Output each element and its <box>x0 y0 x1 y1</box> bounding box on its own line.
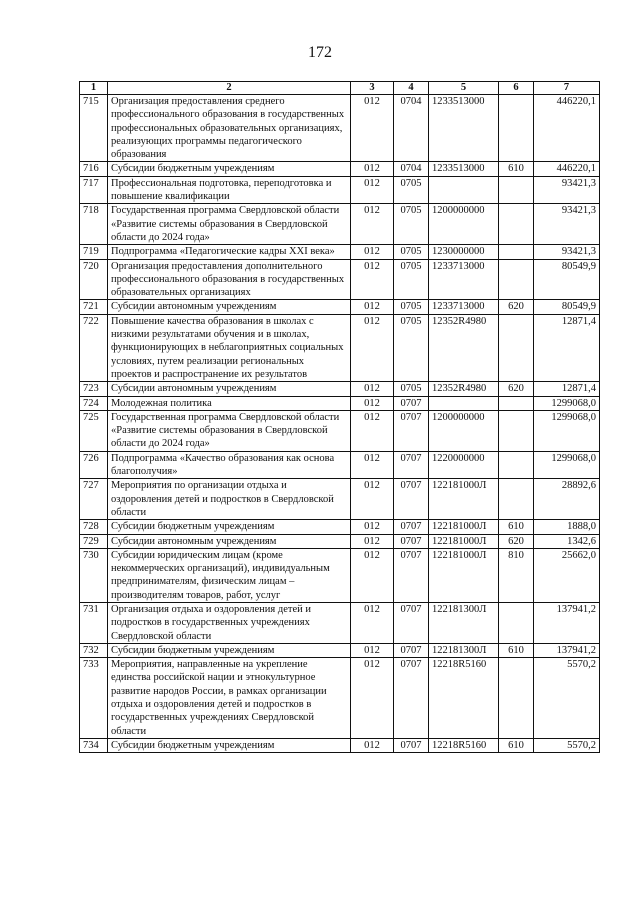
row-sum: 446220,1 <box>534 95 600 162</box>
row-section-code: 0707 <box>394 534 429 548</box>
row-name: Субсидии автономным учреждениям <box>108 300 351 314</box>
row-expense-type <box>499 245 534 259</box>
row-sum: 93421,3 <box>534 204 600 245</box>
row-name: Субсидии бюджетным учреждениям <box>108 520 351 534</box>
row-sum: 93421,3 <box>534 176 600 204</box>
row-admin-code: 012 <box>351 259 394 300</box>
row-number: 722 <box>80 314 108 381</box>
row-name: Организация предоставления дополнительного профессионального образования в государственных образовательных организациях <box>108 259 351 300</box>
row-expense-type <box>499 658 534 739</box>
row-admin-code: 012 <box>351 643 394 657</box>
row-number: 727 <box>80 479 108 520</box>
row-name: Подпрограмма «Педагогические кадры XXI века» <box>108 245 351 259</box>
budget-table <box>79 81 600 753</box>
row-section-code: 0705 <box>394 176 429 204</box>
row-admin-code: 012 <box>351 396 394 410</box>
row-expense-type: 610 <box>499 738 534 752</box>
table-row <box>80 534 600 548</box>
row-expense-type <box>499 204 534 245</box>
row-name: Мероприятия, направленные на укрепление единства российской нации и этнокультурное развитие народов России, в рамках организации отдыха и оздоровления детей и подростков в государственных учреждениях Свердловской области <box>108 658 351 739</box>
row-name: Субсидии юридическим лицам (кроме некоммерческих организаций), индивидуальным предпринимателям, физическим лицам – производителям товаров, работ, услуг <box>108 548 351 602</box>
row-target-code: 122181000Л <box>429 548 499 602</box>
row-target-code: 122181000Л <box>429 520 499 534</box>
row-expense-type <box>499 259 534 300</box>
row-target-code: 1230000000 <box>429 245 499 259</box>
row-sum: 25662,0 <box>534 548 600 602</box>
row-name: Субсидии автономным учреждениям <box>108 382 351 396</box>
row-number: 721 <box>80 300 108 314</box>
row-expense-type <box>499 396 534 410</box>
row-expense-type: 610 <box>499 162 534 176</box>
row-target-code: 122181300Л <box>429 602 499 643</box>
row-admin-code: 012 <box>351 410 394 451</box>
row-number: 716 <box>80 162 108 176</box>
row-sum: 137941,2 <box>534 602 600 643</box>
row-sum: 1888,0 <box>534 520 600 534</box>
row-target-code <box>429 176 499 204</box>
row-sum: 80549,9 <box>534 259 600 300</box>
header-cell: 7 <box>534 82 600 95</box>
row-target-code: 1200000000 <box>429 410 499 451</box>
row-section-code: 0707 <box>394 738 429 752</box>
row-sum: 1342,6 <box>534 534 600 548</box>
row-target-code: 122181000Л <box>429 534 499 548</box>
table-row <box>80 548 600 602</box>
header-cell: 5 <box>429 82 499 95</box>
row-target-code: 1233713000 <box>429 300 499 314</box>
row-name: Субсидии бюджетным учреждениям <box>108 643 351 657</box>
table-row <box>80 176 600 204</box>
row-name: Повышение качества образования в школах с низкими результатами обучения и в школах, функционирующих в неблагоприятных социальных условиях, путем реализации региональных проектов и распространение их результатов <box>108 314 351 381</box>
row-target-code: 12218R5160 <box>429 658 499 739</box>
header-cell: 6 <box>499 82 534 95</box>
row-admin-code: 012 <box>351 451 394 479</box>
row-sum: 28892,6 <box>534 479 600 520</box>
row-number: 729 <box>80 534 108 548</box>
row-expense-type <box>499 602 534 643</box>
row-admin-code: 012 <box>351 245 394 259</box>
row-section-code: 0704 <box>394 162 429 176</box>
row-expense-type: 810 <box>499 548 534 602</box>
row-admin-code: 012 <box>351 300 394 314</box>
row-expense-type <box>499 314 534 381</box>
header-cell: 4 <box>394 82 429 95</box>
row-target-code: 1233513000 <box>429 95 499 162</box>
row-number: 723 <box>80 382 108 396</box>
row-expense-type <box>499 176 534 204</box>
row-admin-code: 012 <box>351 479 394 520</box>
row-admin-code: 012 <box>351 382 394 396</box>
row-number: 733 <box>80 658 108 739</box>
table-row <box>80 259 600 300</box>
table-row <box>80 602 600 643</box>
row-sum: 1299068,0 <box>534 396 600 410</box>
row-section-code: 0705 <box>394 204 429 245</box>
row-section-code: 0707 <box>394 396 429 410</box>
row-target-code: 12218R5160 <box>429 738 499 752</box>
row-expense-type: 620 <box>499 300 534 314</box>
row-number: 726 <box>80 451 108 479</box>
row-name: Мероприятия по организации отдыха и оздоровления детей и подростков в Свердловской области <box>108 479 351 520</box>
row-admin-code: 012 <box>351 176 394 204</box>
row-sum: 1299068,0 <box>534 410 600 451</box>
row-sum: 80549,9 <box>534 300 600 314</box>
row-name: Профессиональная подготовка, переподготовка и повышение квалификации <box>108 176 351 204</box>
row-admin-code: 012 <box>351 548 394 602</box>
row-sum: 12871,4 <box>534 314 600 381</box>
row-sum: 93421,3 <box>534 245 600 259</box>
row-section-code: 0707 <box>394 520 429 534</box>
row-number: 728 <box>80 520 108 534</box>
row-expense-type: 610 <box>499 520 534 534</box>
row-admin-code: 012 <box>351 602 394 643</box>
row-sum: 5570,2 <box>534 738 600 752</box>
row-number: 734 <box>80 738 108 752</box>
row-section-code: 0705 <box>394 300 429 314</box>
row-name: Субсидии автономным учреждениям <box>108 534 351 548</box>
header-cell: 2 <box>108 82 351 95</box>
table-row <box>80 95 600 162</box>
row-section-code: 0707 <box>394 548 429 602</box>
row-admin-code: 012 <box>351 162 394 176</box>
table-row <box>80 410 600 451</box>
row-target-code: 122181000Л <box>429 479 499 520</box>
table-row <box>80 204 600 245</box>
row-admin-code: 012 <box>351 95 394 162</box>
row-section-code: 0704 <box>394 95 429 162</box>
table-row <box>80 245 600 259</box>
row-admin-code: 012 <box>351 658 394 739</box>
row-name: Субсидии бюджетным учреждениям <box>108 738 351 752</box>
row-name: Государственная программа Свердловской области «Развитие системы образования в Свердловской области до 2024 года» <box>108 410 351 451</box>
row-name: Молодежная политика <box>108 396 351 410</box>
table-row <box>80 300 600 314</box>
header-row <box>80 82 600 95</box>
row-expense-type: 620 <box>499 534 534 548</box>
row-admin-code: 012 <box>351 520 394 534</box>
table-row <box>80 643 600 657</box>
row-admin-code: 012 <box>351 534 394 548</box>
row-section-code: 0705 <box>394 382 429 396</box>
row-name: Организация предоставления среднего профессионального образования в государственных профессиональных образовательных организациях, реализующих программы педагогического образования <box>108 95 351 162</box>
row-expense-type <box>499 451 534 479</box>
row-number: 725 <box>80 410 108 451</box>
row-number: 732 <box>80 643 108 657</box>
row-target-code: 1220000000 <box>429 451 499 479</box>
row-name: Организация отдыха и оздоровления детей и подростков в государственных учреждениях Свердловской области <box>108 602 351 643</box>
row-section-code: 0705 <box>394 314 429 381</box>
row-section-code: 0707 <box>394 479 429 520</box>
table-row <box>80 738 600 752</box>
table-row <box>80 314 600 381</box>
table-row <box>80 479 600 520</box>
row-number: 730 <box>80 548 108 602</box>
row-section-code: 0707 <box>394 602 429 643</box>
table-row <box>80 520 600 534</box>
row-sum: 446220,1 <box>534 162 600 176</box>
row-name: Подпрограмма «Качество образования как основа благополучия» <box>108 451 351 479</box>
table-row <box>80 451 600 479</box>
row-section-code: 0705 <box>394 259 429 300</box>
row-target-code: 1200000000 <box>429 204 499 245</box>
table-row <box>80 396 600 410</box>
table-row <box>80 658 600 739</box>
row-target-code: 1233713000 <box>429 259 499 300</box>
page-number: 172 <box>308 44 332 61</box>
table-row <box>80 382 600 396</box>
row-target-code <box>429 396 499 410</box>
table-row <box>80 162 600 176</box>
row-number: 724 <box>80 396 108 410</box>
row-sum: 137941,2 <box>534 643 600 657</box>
header-cell: 1 <box>80 82 108 95</box>
row-number: 718 <box>80 204 108 245</box>
row-number: 720 <box>80 259 108 300</box>
row-section-code: 0707 <box>394 658 429 739</box>
row-section-code: 0705 <box>394 245 429 259</box>
row-name: Государственная программа Свердловской области «Развитие системы образования в Свердловской области до 2024 года» <box>108 204 351 245</box>
row-sum: 12871,4 <box>534 382 600 396</box>
row-number: 731 <box>80 602 108 643</box>
row-expense-type <box>499 95 534 162</box>
row-target-code: 12352R4980 <box>429 314 499 381</box>
row-expense-type: 610 <box>499 643 534 657</box>
row-admin-code: 012 <box>351 204 394 245</box>
row-section-code: 0707 <box>394 451 429 479</box>
row-target-code: 12352R4980 <box>429 382 499 396</box>
row-number: 715 <box>80 95 108 162</box>
row-sum: 5570,2 <box>534 658 600 739</box>
row-expense-type <box>499 479 534 520</box>
row-section-code: 0707 <box>394 643 429 657</box>
row-expense-type: 620 <box>499 382 534 396</box>
row-number: 719 <box>80 245 108 259</box>
row-admin-code: 012 <box>351 738 394 752</box>
row-number: 717 <box>80 176 108 204</box>
row-name: Субсидии бюджетным учреждениям <box>108 162 351 176</box>
row-target-code: 122181300Л <box>429 643 499 657</box>
row-sum: 1299068,0 <box>534 451 600 479</box>
row-target-code: 1233513000 <box>429 162 499 176</box>
row-expense-type <box>499 410 534 451</box>
header-cell: 3 <box>351 82 394 95</box>
row-section-code: 0707 <box>394 410 429 451</box>
row-admin-code: 012 <box>351 314 394 381</box>
